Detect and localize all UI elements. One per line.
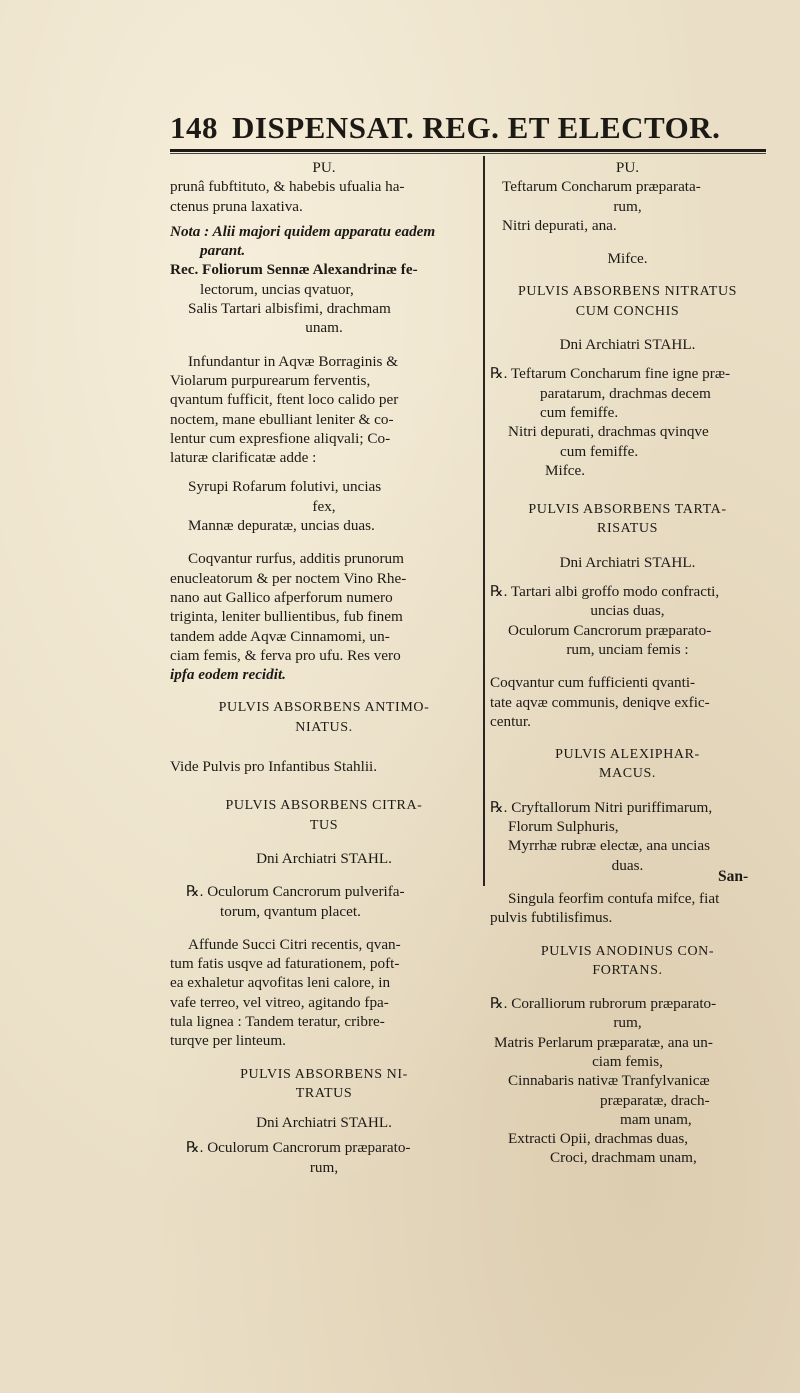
recipe-line: cum femiffe. [540,403,619,421]
section-marker: PU. [615,159,640,176]
recipe-line: ℞. Tartari albi groffo modo confracti, [490,583,720,601]
running-title: DISPENSAT. REG. ET ELECTOR. [232,110,721,145]
recipe-line: rum, unciam femis : [566,640,689,658]
recipe-line: mam unam, [620,1110,692,1128]
text-line: prunâ fubftituto, & habebis ufualia ha- [170,178,405,196]
recipe-line: ℞. Teftarum Concharum fine igne præ- [490,365,731,383]
recipe-line: Nitri depurati, ana. [502,216,617,234]
left-column [170,158,478,1177]
text-line: ea exhaletur aqvofitas leni calore, in [170,974,391,992]
recipe-line: rum, [613,197,642,215]
recipe-line: paratarum, drachmas decem [540,384,711,402]
text-line: Infundantur in Aqvæ Borraginis & [188,352,399,370]
text-line: tula lignea : Tandem teratur, cribre- [170,1012,385,1030]
section-heading: PULVIS ABSORBENS TARTA- [528,502,727,518]
text-line: ipfa eodem recidit. [170,666,286,684]
right-column [490,158,765,1168]
text-line: Mannæ depuratæ, uncias duas. [188,517,375,535]
text-line: Vide Pulvis pro Infantibus Stahlii. [170,758,378,776]
recipe-line: Salis Tartari albisfimi, drachmam [188,300,391,318]
nota-line: Nota : Alii majori quidem apparatu eadem [170,222,436,240]
recipe-line: Oculorum Cancrorum præparato- [508,621,712,639]
recipe-line: ciam femis, [592,1052,663,1070]
section-heading: PULVIS ANODINUS CON- [540,943,715,959]
recipe-line: Myrrhæ rubræ electæ, ana uncias [508,837,711,855]
section-heading: PULVIS ABSORBENS NI- [240,1066,408,1082]
text-line: Violarum purpurearum ferventis, [170,371,371,389]
text-line: Mifce. [607,250,648,268]
header-rule [170,149,766,152]
section-heading: PULVIS ALEXIPHAR- [555,747,700,763]
text-line: pulvis fubtilisfimus. [490,909,613,927]
header-rule-thin [170,153,766,154]
text-line: centur. [490,712,531,730]
recipe-line: Nitri depurati, drachmas qvinqve [508,423,709,441]
author-line: Dni Archiatri STAHL. [559,336,696,354]
recipe-line: Rec. Foliorum Sennæ Alexandrinæ fe- [170,261,418,279]
text-line: triginta, leniter bullientibus, fub finem [170,608,403,626]
section-heading: PULVIS ABSORBENS NITRATUS [517,284,738,300]
author-line: Dni Archiatri STAHL. [256,849,392,867]
nota-line: parant. [200,242,246,260]
recipe-line: cum femiffe. [560,442,639,460]
recipe-line: Matris Perlarum præparatæ, ana un- [494,1033,713,1051]
recipe-line: Extracti Opii, drachmas duas, [508,1130,689,1148]
recipe-line: rum, [613,1014,642,1032]
recipe-line: ℞. Oculorum Cancrorum pulverifa- [186,883,405,901]
recipe-line: Florum Sulphuris, [508,818,619,836]
text-line: nano aut Gallico afperforum numero [170,588,393,606]
page-number: 148 [170,110,218,145]
text-line: ciam femis, & ferva pro ufu. Res vero [170,646,401,664]
text-line: Singula feorfim contufa mifce, fiat [508,889,720,907]
recipe-line: Cinnabaris nativæ Tranfylvanicæ [508,1072,710,1090]
text-line: Syrupi Rofarum folutivi, uncias [188,478,382,496]
text-line: noctem, mane ebulliant leniter & co- [170,410,394,428]
author-line: Dni Archiatri STAHL. [559,553,696,571]
recipe-line: torum, qvantum placet. [220,902,361,920]
text-line: enucleatorum & per noctem Vino Rhe- [170,569,407,587]
recipe-line: unam. [305,319,343,337]
section-heading: TRATUS [295,1085,353,1101]
column-divider [483,156,485,886]
recipe-line: duas. [611,856,644,874]
catchword: San- [718,868,749,885]
section-heading: CUM CONCHIS [575,303,680,319]
text-line: ctenus pruna laxativa. [170,197,303,215]
text-line: tum fatis usqve ad faturationem, poft- [170,955,400,973]
recipe-line: Teftarum Concharum præparata- [502,178,701,196]
text-line: lentur cum expresfione aliqvali; Co- [170,429,391,447]
text-line: tandem adde Aqvæ Cinnamomi, un- [170,627,390,645]
section-heading: TUS [309,817,339,833]
text-line: fex, [312,497,336,515]
section-heading: RISATUS [597,521,658,537]
recipe-line: ℞. Coralliorum rubrorum præparato- [490,995,717,1013]
text-line: qvantum fufficit, ftent loco calido per [170,391,399,409]
recipe-line: ℞. Cryftallorum Nitri puriffimarum, [490,798,713,816]
section-heading: FORTANS. [592,962,663,978]
text-line: Coqvantur rurfus, additis prunorum [188,550,404,568]
recipe-line: ℞. Oculorum Cancrorum præparato- [186,1139,411,1157]
text-line: Affunde Succi Citri recentis, qvan- [188,935,401,953]
recipe-line: præparatæ, drach- [600,1091,710,1109]
text-line: turqve per linteum. [170,1032,286,1050]
recipe-line: rum, [309,1158,339,1176]
text-line: laturæ clarificatæ adde : [170,449,317,467]
recipe-line: uncias duas, [590,602,665,620]
section-heading: NIATUS. [295,719,353,735]
text-line: Coqvantur cum fufficienti qvanti- [490,674,696,692]
section-heading: PULVIS ABSORBENS CITRA- [225,798,423,814]
page-header [170,110,770,150]
text-line: tate aqvæ communis, deniqve exfic- [490,693,710,711]
recipe-line: Croci, drachmam unam, [550,1149,697,1167]
text-line: vafe terreo, vel vitreo, agitando fpa- [170,993,389,1011]
section-marker: PU. [312,159,336,176]
recipe-line: lectorum, uncias qvatuor, [200,280,354,298]
text-line: Mifce. [545,461,586,479]
section-heading: MACUS. [599,766,656,782]
section-heading: PULVIS ABSORBENS ANTIMO- [218,700,430,716]
author-line: Dni Archiatri STAHL. [256,1114,392,1132]
